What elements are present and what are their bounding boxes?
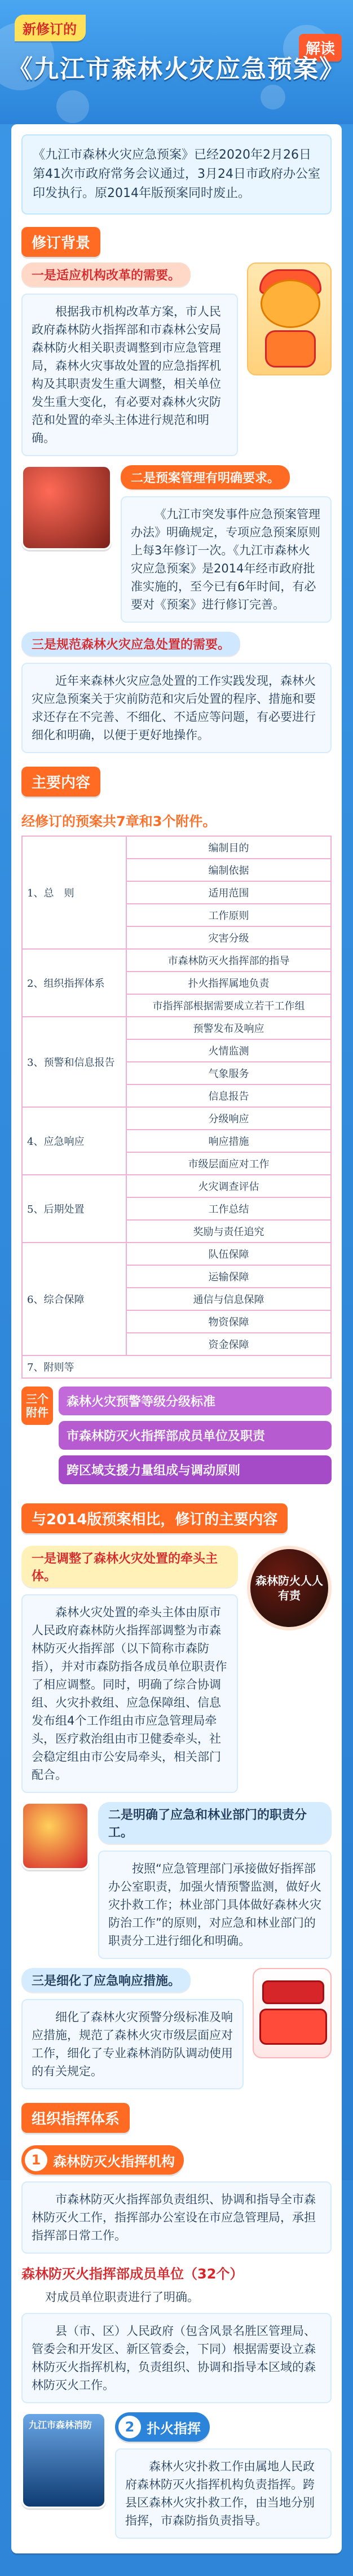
toc-item: 市级层面应对工作 (126, 1152, 331, 1175)
change-item-2-heading: 二是明确了应急和林业部门的职责分工。 (98, 1802, 332, 1844)
decorative-bubble (261, 85, 285, 110)
org-members-card (21, 2313, 332, 2403)
org-members-line: 对成员单位职责进行了明确。 (45, 2290, 199, 2304)
org-item-1-badge (21, 2145, 184, 2175)
toc-chapter: 7、附则等 (22, 1355, 331, 1378)
toc-item: 市指挥部根据需要成立若干工作组 (126, 994, 331, 1017)
contents-table (21, 836, 332, 1379)
truck-body-icon (259, 2009, 327, 2045)
toc-row-chapter-7 (22, 1355, 331, 1378)
change-item-1-heading: 一是调整了森林火灾处置的牵头主体。 (21, 1546, 238, 1587)
toc-row-chapter-2 (22, 949, 331, 972)
hero (0, 0, 353, 124)
change-item-1 (21, 1546, 332, 1793)
uniform-icon (265, 330, 316, 368)
change-item-3-heading: 三是细化了应急响应措施。 (21, 1968, 191, 1992)
toc-chapter: 1、总 则 (22, 836, 126, 949)
change-item-3-card (21, 1999, 244, 2089)
toc-item: 物资保障 (126, 1310, 331, 1333)
toc-item: 奖励与责任追究 (126, 1220, 331, 1243)
org-members-heading: 森林防灭火指挥部成员单位（32个） (21, 2266, 244, 2282)
toc-chapter: 5、后期处置 (22, 1175, 126, 1243)
revision-item-2 (21, 465, 332, 623)
toc-row-chapter-5 (22, 1175, 331, 1197)
forest-fire-icon-text: 森林防火人人有责 (255, 1574, 323, 1602)
toc-item: 适用范围 (126, 881, 331, 904)
revision-item-3-heading: 三是规范森林火灾应急处置的需要。 (21, 632, 240, 656)
attachment-item: 市森林防灭火指挥部成员单位及职责 (59, 1421, 332, 1450)
toc-item: 扑火指挥属地负责 (126, 972, 331, 994)
content-card (11, 124, 342, 2553)
attachment-item: 跨区域支援力量组成与调动原则 (59, 1455, 332, 1484)
toc-item: 预警发布及响应 (126, 1017, 331, 1039)
toc-item: 分级响应 (126, 1107, 331, 1130)
badge-jiedu: 解读 (299, 34, 342, 62)
change-item-2 (21, 1802, 332, 1959)
toc-chapter: 2、组织指挥体系 (22, 949, 126, 1017)
toc-item: 灾害分级 (126, 926, 331, 949)
toc-row-chapter-1 (22, 836, 331, 859)
revision-item-1-text: 根据我市机构改革方案，市人民政府森林防火指挥部和市森林公安局森林防火相关职责调整到市应急管理局，森林火灾事故处置的应急指挥机构及其职责发生重大调整，相关单位发生重大变化，有必要对森林火灾防范和处置的牵头主体进行规范和明确。 (32, 305, 221, 445)
section-title-main-content: 主要内容 (21, 767, 100, 797)
badge-new: 新修订的 (15, 15, 86, 41)
change-item-2-text: 按照“应急管理部门承接做好指挥部办公室职责，加强火情预警监测，做好火灾扑救工作；林业部门具体做好森林火灾防治工作”的原则，对应急和林业部门的职责分工进行细化和明确。 (108, 1862, 321, 1948)
change-item-1-card (21, 1594, 238, 1793)
toc-row-chapter-3 (22, 1017, 331, 1039)
change-item-1-text: 森林火灾处置的牵头主体由原市人民政府森林防火指挥部调整为市森林防灭火指挥部（以下简称市森防指），并对市森防指各成员单位职责作了相应调整。同时，明确了综合协调组、火灾扑救组、应急保障组、信息发布组4个工作组由市应急管理局牵头，医疗救治组由市卫健委牵头，社会稳定组由市公安局牵头，相关部门配合。 (32, 1606, 227, 1782)
decorative-bubble (56, 90, 89, 123)
toc-item: 编制依据 (126, 859, 331, 881)
section-title-revision-background: 修订背景 (21, 227, 100, 257)
change-item-2-card (98, 1851, 332, 1959)
tiger-mascot-icon (247, 263, 332, 375)
org-item-2-text: 森林火灾扑救工作由属地人民政府森林防灭火指挥机构负责指挥。跨县区森林火灾扑救工作，由当地分别指挥，市森防指负责指导。 (125, 2460, 315, 2527)
revision-item-1 (21, 263, 332, 456)
bottom-spacer (0, 2553, 353, 2576)
toc-item: 火灾调查评估 (126, 1175, 331, 1197)
toc-item: 编制目的 (126, 836, 331, 859)
attachments-list (59, 1387, 332, 1490)
revision-item-2-text: 《九江市突发事件应急预案管理办法》明确规定，专项应急预案原则上每3年修订一次。《九江市森林火灾应急预案》是2014年经市政府批准实施的，至今已有6年时间，有必要对《预案》进行修订完善。 (131, 508, 320, 611)
forest-fire-icon (247, 1546, 332, 1630)
org-members (21, 2263, 332, 2403)
org-item-2-card (115, 2448, 332, 2539)
toc-item: 火情监测 (126, 1039, 331, 1062)
toc-item: 气象服务 (126, 1062, 331, 1084)
attachments (21, 1387, 332, 1490)
section-title-org: 组织指挥体系 (21, 2103, 130, 2133)
org-item-2-number: 2 (118, 2416, 141, 2438)
revision-item-2-heading: 二是预案管理有明确要求。 (121, 465, 290, 489)
toc-item: 资金保障 (126, 1333, 331, 1355)
side-image (21, 2412, 106, 2508)
truck-cabin-icon (262, 1980, 324, 2004)
toc-item: 通信与信息保障 (126, 1288, 331, 1310)
change-item-3-text: 细化了森林火灾预警分级标准及响应措施，规范了森林火灾市级层面应对工作，细化了专业森林消防队调动使用的有关规定。 (32, 2010, 233, 2078)
org-item-1 (21, 2145, 332, 2254)
festival-photo (21, 1802, 89, 1870)
org-item-2-label: 扑火指挥 (147, 2420, 201, 2437)
revision-item-3-text: 近年来森林火灾应急处置的工作实践发现，森林火灾应急预案关于灾前防范和灾后处置的程序、措施和要求还存在不完善、不细化、不适应等问题，有必要进行细化和明确，以便于更好地操作。 (32, 674, 316, 742)
tiger-face-icon (261, 279, 320, 328)
revision-item-1-heading: 一是适应机构改革的需要。 (21, 263, 191, 287)
revision-item-3-card (21, 663, 332, 753)
toc-chapter: 6、综合保障 (22, 1243, 126, 1355)
side-image-text: 九江市森林消防 (29, 2420, 92, 2430)
change-item-3 (21, 1968, 332, 2089)
org-item-2 (21, 2412, 332, 2539)
toc-item: 队伍保障 (126, 1243, 331, 1265)
main-content-summary: 经修订的预案共7章和3个附件。 (21, 814, 217, 829)
toc-row-chapter-6 (22, 1243, 331, 1265)
toc-item: 信息报告 (126, 1084, 331, 1107)
toc-item: 工作原则 (126, 904, 331, 926)
toc-item: 市森林防灭火指挥部的指导 (126, 949, 331, 972)
toc-item: 运输保障 (126, 1265, 331, 1288)
org-members-text: 县（市、区）人民政府（包含风景名胜区管理局、管委会和开发区、新区管委会，下同）根据需要设立森林防灭火指挥机构，负责组织、协调和指导本区域的森林防灭火工作。 (32, 2324, 316, 2392)
org-item-1-text: 市森林防灭火指挥部负责组织、协调和指导全市森林防灭火工作，指挥部办公室设在市应急管理局，承担指挥部日常工作。 (32, 2193, 316, 2242)
page-title: 《九江市森林火灾应急预案》 (8, 55, 345, 84)
toc-row-chapter-4 (22, 1107, 331, 1130)
toc-item: 响应措施 (126, 1130, 331, 1152)
attachments-label: 三个附件 (21, 1387, 53, 1425)
attachment-item: 森林火灾预警等级分级标准 (59, 1387, 332, 1415)
org-item-1-card (21, 2181, 332, 2254)
fire-truck-icon (253, 1968, 332, 2058)
revision-item-3 (21, 632, 332, 753)
section-title-changes: 与2014版预案相比，修订的主要内容 (21, 1503, 288, 1533)
toc-chapter: 4、应急响应 (22, 1107, 126, 1175)
toc-item: 工作总结 (126, 1197, 331, 1220)
revision-item-2-card (121, 496, 332, 623)
org-item-1-label: 森林防灭火指挥机构 (53, 2153, 175, 2170)
rescue-photo (21, 465, 112, 550)
org-item-1-number: 1 (25, 2149, 47, 2171)
org-item-2-badge (115, 2412, 210, 2442)
toc-chapter: 3、预警和信息报告 (22, 1017, 126, 1107)
revision-item-1-card (21, 294, 238, 456)
intro-text: 《九江市森林火灾应急预案》已经2020年2月26日第41次市政府常务会议通过，3月24日市政府办公室印发执行。原2014年版预案同时废止。 (21, 134, 332, 215)
